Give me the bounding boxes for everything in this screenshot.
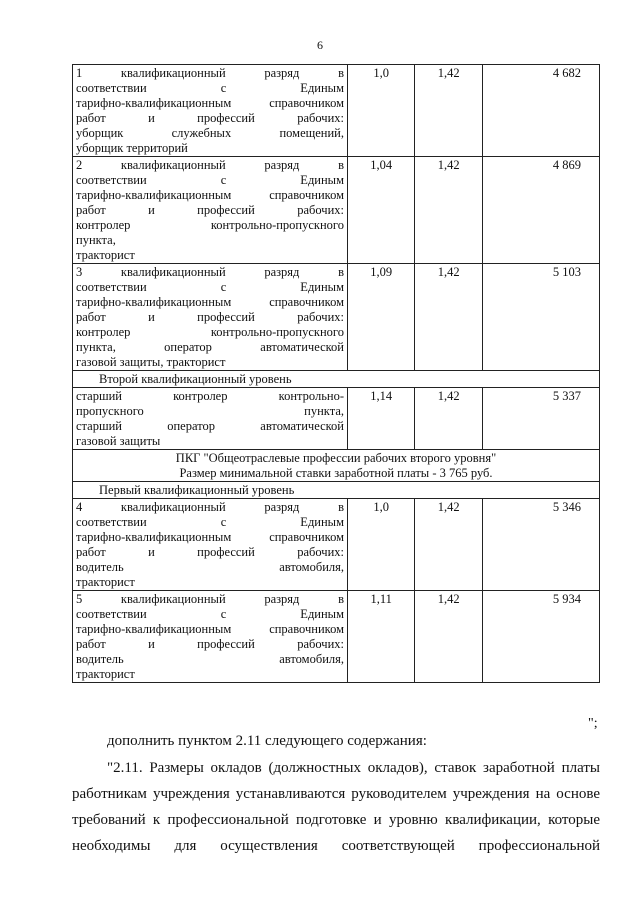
job-description-line: тракторист [76, 667, 135, 681]
paragraph-line: необходимы для осуществления соответствующей профессиональной [72, 838, 600, 854]
table-row [73, 591, 600, 683]
job-description-line: тарифно-квалификационным справочником [76, 188, 344, 202]
qualification-coefficient-cell: 1,0 [348, 65, 415, 157]
table-row [73, 157, 600, 264]
regional-coefficient-cell: 1,42 [415, 157, 482, 264]
group-heading-line: Размер минимальной ставки заработной платы - 3 765 руб. [179, 466, 493, 480]
job-description-cell [73, 499, 348, 591]
table-end-mark: "; [588, 716, 598, 731]
job-description-cell [73, 388, 348, 450]
job-description-line: старший контролер контрольно- [76, 389, 344, 403]
job-description-line: работ и профессий рабочих: [76, 111, 344, 125]
job-description-line: работ и профессий рабочих: [76, 637, 344, 651]
job-description-line: 2 квалификационный разряд в [76, 158, 344, 172]
job-description-line: старший оператор автоматической [76, 419, 344, 433]
job-description-line: пропускного пункта, [76, 404, 344, 418]
job-description-line: работ и профессий рабочих: [76, 203, 344, 217]
job-description-line: соответствии с Единым [76, 280, 344, 294]
table-row [73, 450, 600, 482]
table-row [73, 388, 600, 450]
regional-coefficient-cell: 1,42 [415, 591, 482, 683]
job-description-line: газовой защиты, тракторист [76, 355, 226, 369]
qualification-coefficient-cell: 1,04 [348, 157, 415, 264]
job-description-line: уборщик территорий [76, 141, 188, 155]
qualification-level-heading: Второй квалификационный уровень [73, 371, 600, 388]
job-description-line: соответствии с Единым [76, 81, 344, 95]
qualification-coefficient-cell: 1,09 [348, 264, 415, 371]
table-row [73, 65, 600, 157]
table-row [73, 482, 600, 499]
professional-group-heading [73, 450, 600, 482]
job-description-line: тарифно-квалификационным справочником [76, 622, 344, 636]
job-description-line: тарифно-квалификационным справочником [76, 530, 344, 544]
job-description-line: контролер контрольно-пропускного [76, 218, 344, 232]
regional-coefficient-cell: 1,42 [415, 264, 482, 371]
regional-coefficient-cell: 1,42 [415, 65, 482, 157]
job-description-line: водитель автомобиля, [76, 652, 344, 666]
qualification-coefficient-cell: 1,14 [348, 388, 415, 450]
regional-coefficient-cell: 1,42 [415, 499, 482, 591]
paragraph-intro: дополнить пунктом 2.11 следующего содержания: [107, 733, 427, 749]
qualification-coefficient-cell: 1,0 [348, 499, 415, 591]
paragraph-line: требований к профессиональной подготовке и уровню квалификации, которые [72, 812, 600, 828]
salary-cell: 5 934 [482, 591, 599, 683]
job-description-line: 5 квалификационный разряд в [76, 592, 344, 606]
job-description-cell [73, 157, 348, 264]
job-description-cell [73, 264, 348, 371]
table-row [73, 499, 600, 591]
job-description-line: 1 квалификационный разряд в [76, 66, 344, 80]
job-description-line: пункта, [76, 233, 116, 247]
job-description-line: уборщик служебных помещений, [76, 126, 344, 140]
table-row [73, 371, 600, 388]
job-description-line: соответствии с Единым [76, 607, 344, 621]
regional-coefficient-cell: 1,42 [415, 388, 482, 450]
job-description-line: тракторист [76, 248, 135, 262]
paragraph-line: "2.11. Размеры окладов (должностных окладов), ставок заработной платы [107, 760, 600, 776]
paragraph-line: работникам учреждения устанавливаются руководителем учреждения на основе [72, 786, 600, 802]
salary-cell: 4 682 [482, 65, 599, 157]
qualification-coefficient-cell: 1,11 [348, 591, 415, 683]
job-description-line: 4 квалификационный разряд в [76, 500, 344, 514]
job-description-line: соответствии с Единым [76, 173, 344, 187]
job-description-line: водитель автомобиля, [76, 560, 344, 574]
job-description-line: соответствии с Единым [76, 515, 344, 529]
job-description-line: 3 квалификационный разряд в [76, 265, 344, 279]
group-heading-line: ПКГ "Общеотраслевые профессии рабочих второго уровня" [175, 451, 497, 465]
qualification-level-heading: Первый квалификационный уровень [73, 482, 600, 499]
job-description-line: тракторист [76, 575, 135, 589]
job-description-cell [73, 591, 348, 683]
page-number: 6 [317, 38, 323, 52]
paragraph-2-11 [72, 755, 600, 859]
job-description-line: газовой защиты [76, 434, 161, 448]
job-description-line: работ и профессий рабочих: [76, 545, 344, 559]
job-description-line: работ и профессий рабочих: [76, 310, 344, 324]
salary-cell: 4 869 [482, 157, 599, 264]
job-description-line: контролер контрольно-пропускного [76, 325, 344, 339]
job-description-line: пункта, оператор автоматической [76, 340, 344, 354]
job-description-line: тарифно-квалификационным справочником [76, 96, 344, 110]
job-description-line: тарифно-квалификационным справочником [76, 295, 344, 309]
job-description-cell [73, 65, 348, 157]
table-row [73, 264, 600, 371]
salary-cell: 5 337 [482, 388, 599, 450]
salary-cell: 5 346 [482, 499, 599, 591]
salary-table [72, 64, 600, 683]
salary-cell: 5 103 [482, 264, 599, 371]
